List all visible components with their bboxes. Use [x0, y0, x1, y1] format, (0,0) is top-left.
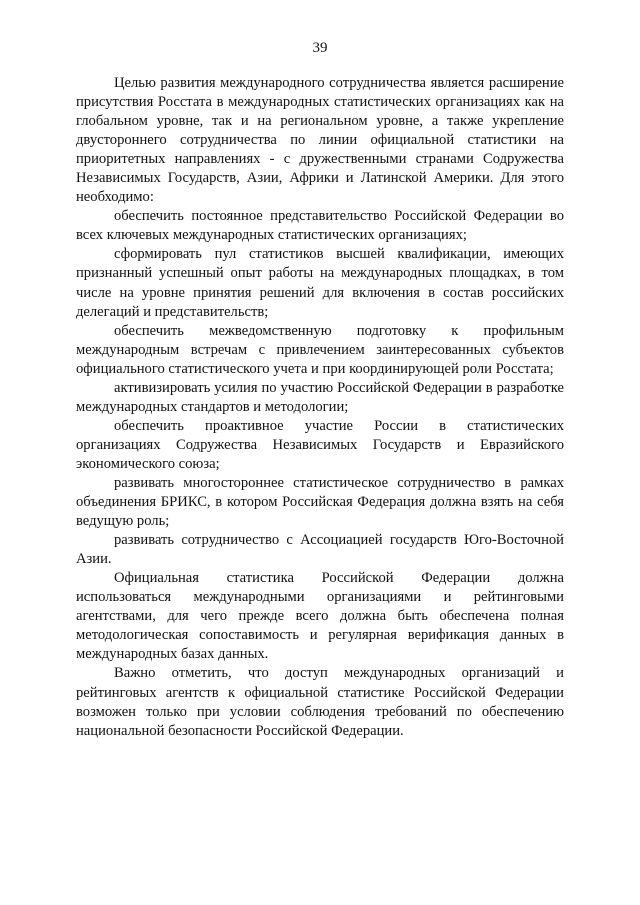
paragraph-item-interagency-preparation: обеспечить межведомственную подготовку к профильным международным встречам с привлечением заинтересованных субъектов официального статистического учета и при координирующей роли Росстата; — [76, 322, 564, 377]
paragraph-national-security: Важно отметить, что доступ международных организаций и рейтинговых агентств к официальной статистике Российской Федерации возможен только при условии соблюдения требований по обеспечению национальной безопасности Российской Федерации. — [76, 665, 564, 739]
paragraph-item-cis-eaeu: обеспечить проактивное участие России в статистических организациях Содружества Независимых Государств и Евразийского экономического союза; — [76, 417, 564, 472]
page-number: 39 — [312, 40, 328, 56]
paragraph-item-statisticians-pool: сформировать пул статистиков высшей квалификации, имеющих признанный успешный опыт работы на международных площадках, в том числе на уровне принятия решений для включения в состав российских делегаций и представительств; — [76, 246, 564, 320]
paragraph-item-brics: развивать многостороннее статистическое сотрудничество в рамках объединения БРИКС, в котором Российская Федерация должна взять на себя ведущую роль; — [76, 474, 564, 530]
paragraph-item-standards: активизировать усилия по участию Российской Федерации в разработке международных стандартов и методологии; — [76, 379, 564, 415]
paragraph-official-statistics-usage: Официальная статистика Российской Федерации должна использоваться международными организациями и рейтинговыми агентствами, для чего прежде всего должна быть обеспечена полная методологическая сопоставимость и регулярная верификация данных в международных базах данных. — [76, 570, 564, 663]
paragraph-intro: Целью развития международного сотрудничества является расширение присутствия Росстата в международных статистических организациях как на глобальном уровне, так и на региональном уровне, а также укрепление двустороннего сотрудничества по линии официальной статистики на приоритетных направлениях - с дружественными странами Содружества Независимых Государств, Азии, Африки и Латинской Америки. Для этого необходимо: — [76, 75, 564, 206]
document-body — [76, 74, 564, 741]
paragraph-item-asean: развивать сотрудничество с Ассоциацией государств Юго-Восточной Азии. — [76, 532, 564, 568]
paragraph-item-representation: обеспечить постоянное представительство Российской Федерации во всех ключевых международных статистических организациях; — [76, 208, 564, 244]
